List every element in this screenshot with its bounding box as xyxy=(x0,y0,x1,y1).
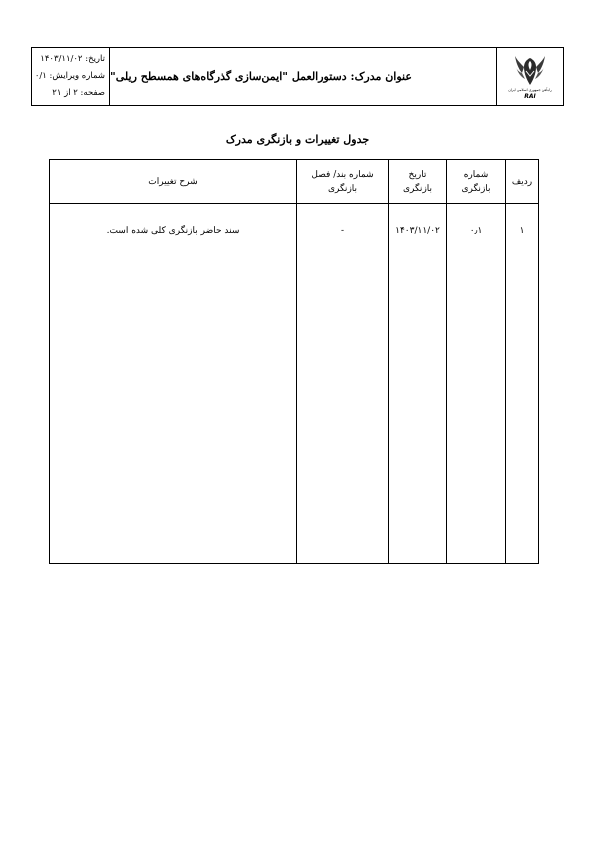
title-label: عنوان مدرک: xyxy=(350,70,412,83)
cell-description: سند حاضر بازنگری کلی شده است. xyxy=(50,204,297,564)
logo-caption: راه‌آهن جمهوری اسلامی ایران xyxy=(508,87,552,92)
header-clause-number: شماره بند/ فصل بازنگری xyxy=(297,160,389,204)
header-revision-date: تاریخ بازنگری xyxy=(389,160,447,204)
header-meta xyxy=(32,48,110,105)
title-value: دستورالعمل "ایمن‌سازی گذرگاه‌های همسطح ریلی" xyxy=(110,70,347,83)
cell-clause-number: - xyxy=(297,204,389,564)
logo-abbreviation: RAI xyxy=(524,92,536,100)
table-row xyxy=(50,204,539,564)
header-description: شرح تغییرات xyxy=(50,160,297,204)
revision-number: شماره ویرایش: ۰/۱ xyxy=(34,71,105,81)
cell-row-number: ۱ xyxy=(506,204,539,564)
revision-table xyxy=(49,159,539,564)
table-header-row xyxy=(50,160,539,204)
document-date: تاریخ: ۱۴۰۳/۱۱/۰۲ xyxy=(40,54,105,64)
document-title xyxy=(110,48,497,105)
header-row-number: ردیف xyxy=(506,160,539,204)
page-number: صفحه: ۲ از ۲۱ xyxy=(52,88,105,98)
winged-emblem-icon xyxy=(513,54,547,88)
cell-revision-number: ۰٫۱ xyxy=(447,204,506,564)
header-revision-number: شماره بازنگری xyxy=(447,160,506,204)
table-title: جدول تغییرات و بازنگری مدرک xyxy=(225,133,370,146)
cell-revision-date: ۱۴۰۳/۱۱/۰۲ xyxy=(389,204,447,564)
document-header xyxy=(31,47,564,106)
rai-logo xyxy=(497,48,563,105)
